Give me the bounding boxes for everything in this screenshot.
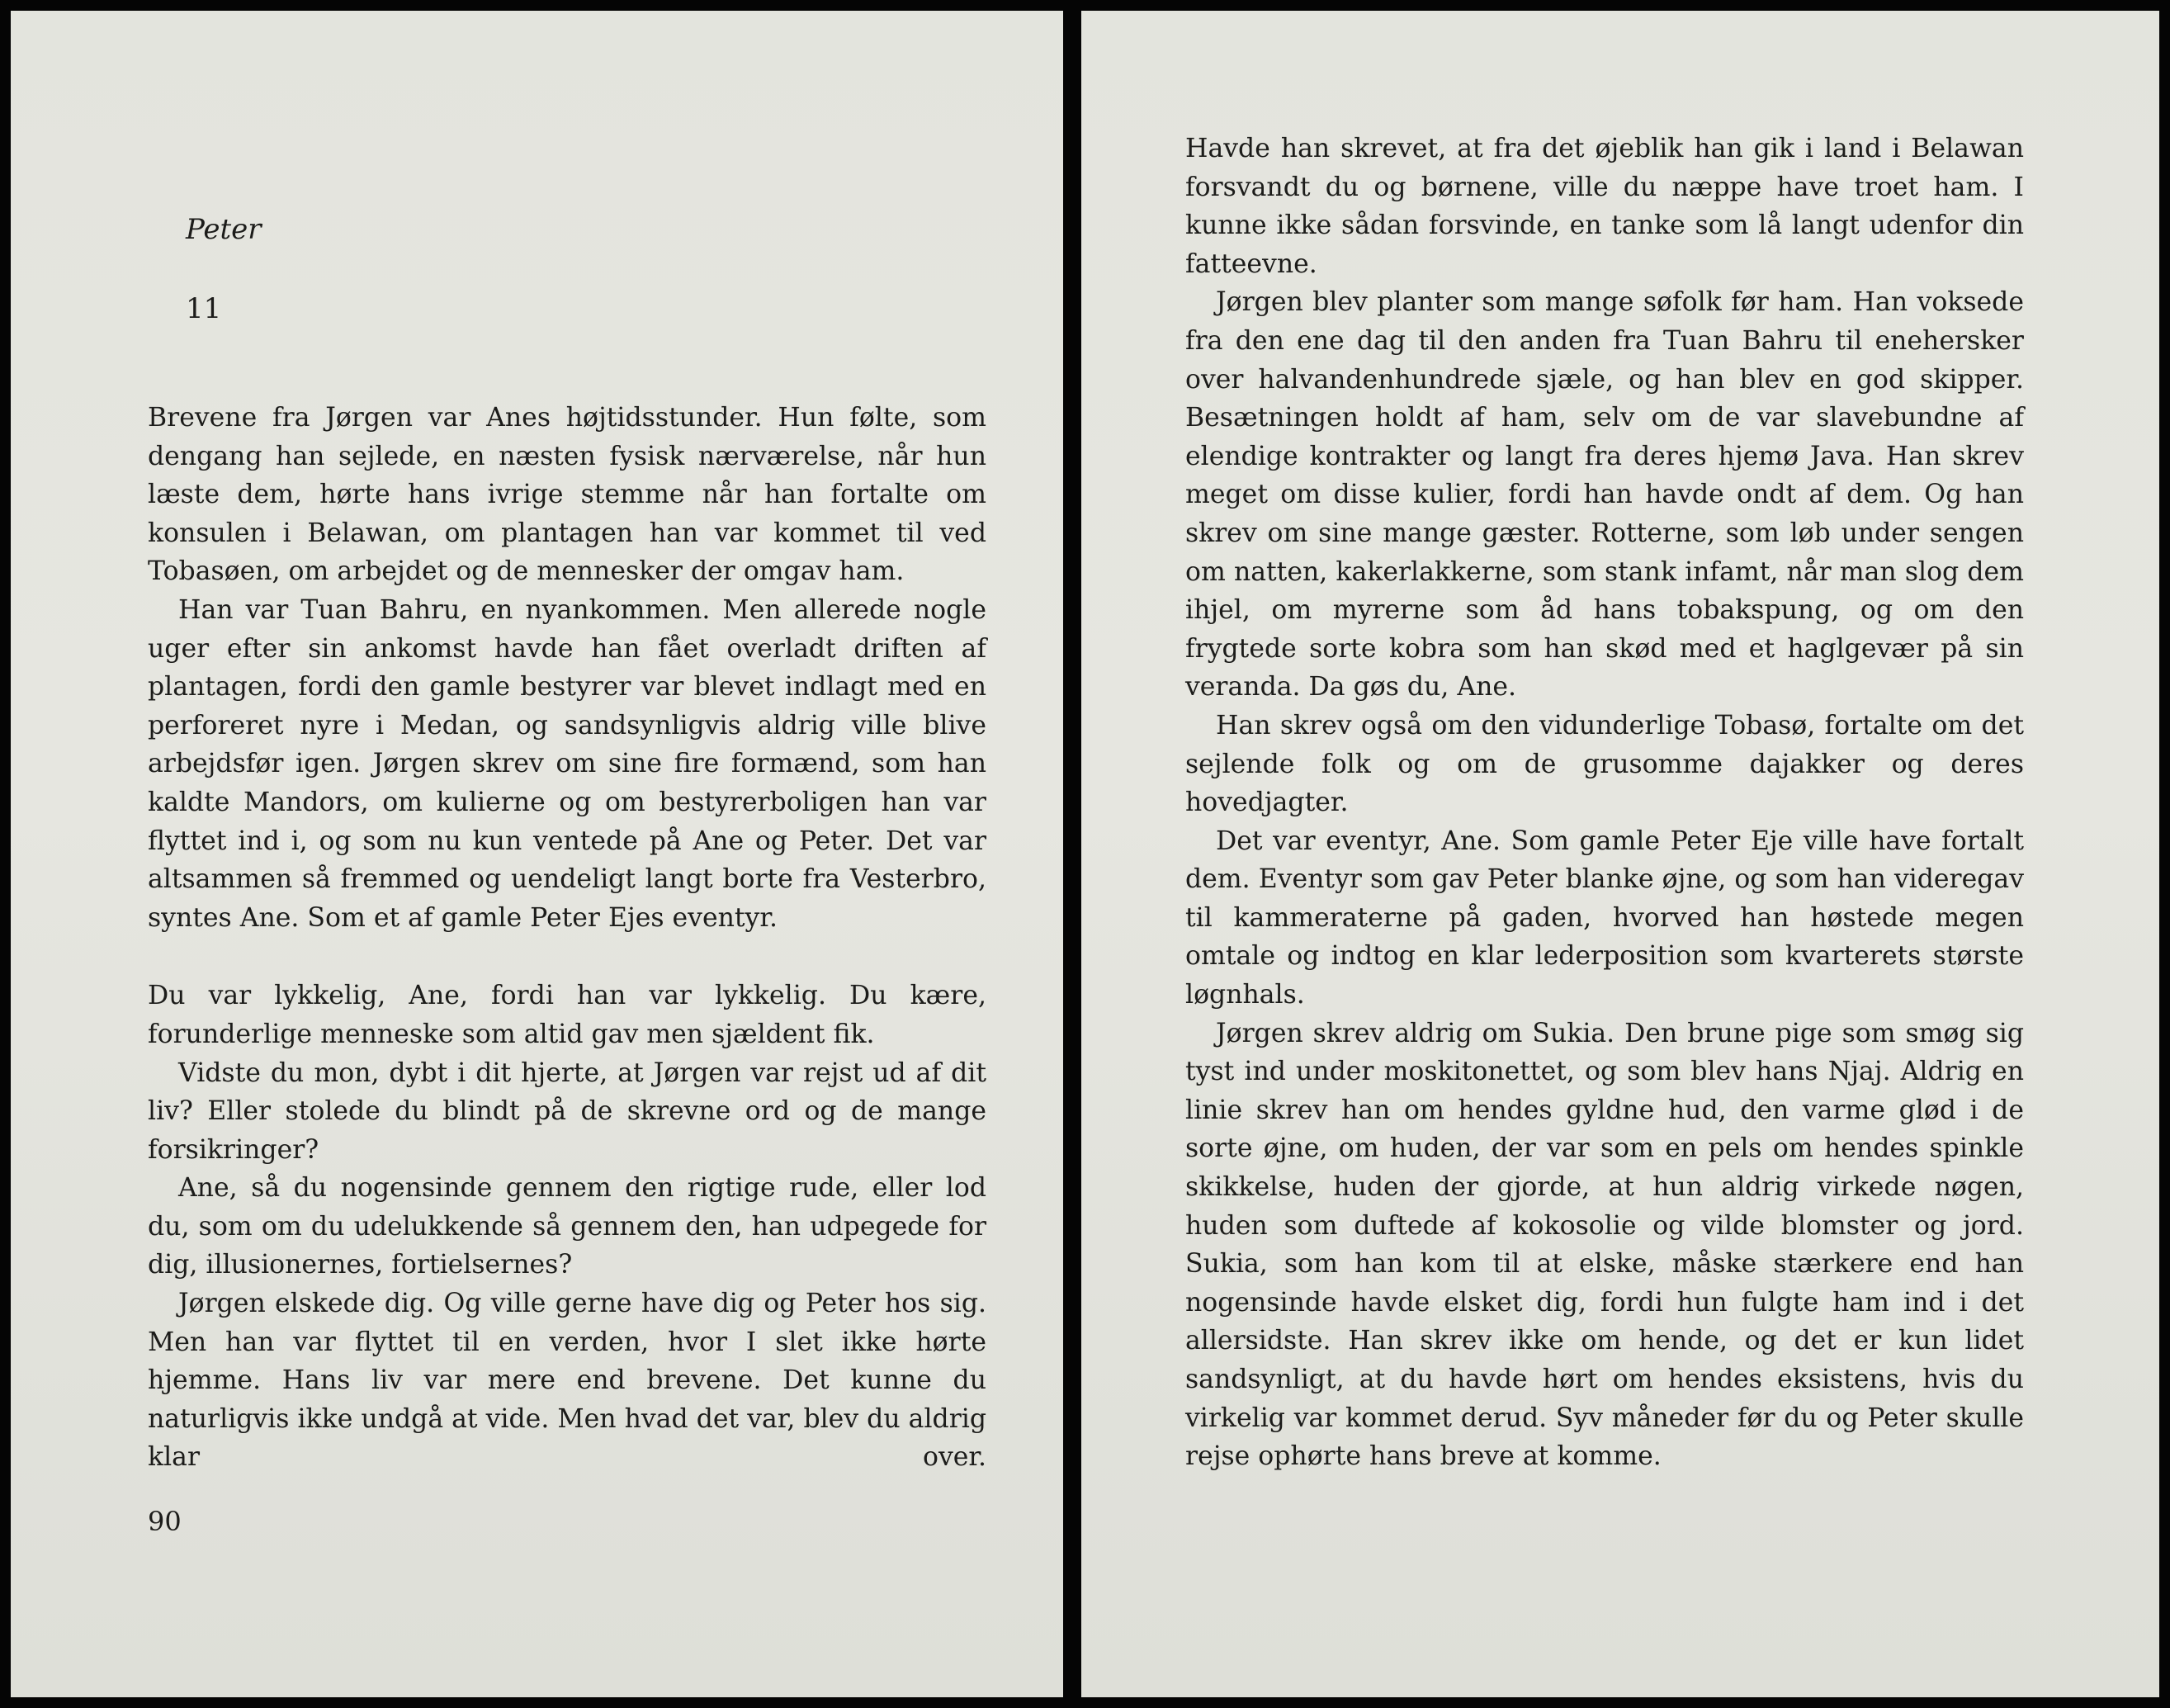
body-paragraph: Ane, så du nogensinde gennem den rigtige rude, eller lod du, som om du udelukkende så gennem den, han udpegede for dig, illusionernes, fortielsernes? (148, 1173, 986, 1280)
chapter-number: 11 (186, 292, 222, 325)
body-paragraph: Havde han skrevet, at fra det øjeblik han gik i land i Belawan forsvandt du og børnene, ville du næppe have troet ham. I kunne ikke sådan forsvinde, en tanke som lå langt udenfor din fatteevne. (1185, 134, 2024, 279)
page-number: 90 (148, 1506, 182, 1537)
body-paragraph: Jørgen blev planter som mange søfolk før ham. Han voksede fra den ene dag til den anden fra Tuan Bahru til enehersker over halvandenhundrede sjæle, og han blev en god skipper. Besætningen holdt af ham, selv om de var slavebundne af elendige kontrakter og langt fra deres hjemø Java. Han skrev meget om disse kulier, fordi han havde ondt af dem. Og han skrev om sine mange gæster. Rotterne, som løb under sengen om natten, kakerlakkerne, som stank infamt, når man slog dem ihjel, om myrerne som åd hans tobakspung, og om den frygtede sorte kobra som han skød med et haglgevær på sin veranda. Da gøs du, Ane. (1185, 287, 2024, 703)
body-paragraph: Jørgen skrev aldrig om Sukia. Den brune pige som smøg sig tyst ind under moskitonettet, og som blev hans Njaj. Aldrig en linie skrev han om hendes gyldne hud, den varme glød i de sorte øjne, om huden, der var som en pels om hendes spinkle skikkelse, huden der gjorde, at hun aldrig virkede nøgen, huden som duftede af kokosolie og vilde blomster og jord. Sukia, som han kom til at elske, måske stærkere end han nogensinde havde elsket dig, fordi hun fulgte ham ind i det allersidste. Han skrev ikke om hende, og det er kun lidet sandsynligt, at du havde hørt om hendes eksistens, hvis du virkelig var kommet derud. Syv måneder før du og Peter skulle rejse ophørte hans breve at komme. (1185, 1018, 2024, 1472)
body-paragraph: Brevene fra Jørgen var Anes højtidsstunder. Hun følte, som dengang han sejlede, en næsten fysisk nærværelse, når hun læste dem, hørte hans ivrige stemme når han fortalte om konsulen i Belawan, om plantagen han var kommet til ved Tobasøen, om arbejdet og de mennesker der omgav ham. (148, 403, 986, 587)
right-page (1081, 11, 2159, 1697)
body-paragraph: Han var Tuan Bahru, en nyankommen. Men allerede nogle uger efter sin ankomst havde han fået overladt driften af plantagen, fordi den gamle bestyrer var blevet indlagt med en perforeret nyre i Medan, og sandsynligvis aldrig ville blive arbejdsfør igen. Jørgen skrev om sine fire formænd, som han kaldte Mandors, om kulierne og om bestyrerboligen han var flyttet ind i, og som nu kun ventede på Ane og Peter. Det var altsammen så fremmed og uendeligt langt borte fra Vesterbro, syntes Ane. Som et af gamle Peter Ejes eventyr. (148, 594, 986, 933)
left-page (11, 11, 1063, 1697)
section-break (148, 937, 986, 977)
body-paragraph: Du var lykkelig, Ane, fordi han var lykkelig. Du kære, forunderlige menneske som altid gav men sjældent fik. (148, 981, 986, 1049)
right-body-text (1185, 130, 2024, 1476)
left-body-text (148, 399, 986, 1477)
body-paragraph: Vidste du mon, dybt i dit hjerte, at Jørgen var rejst ud af dit liv? Eller stolede du blindt på de skrevne ord og de mange forsikringer? (148, 1057, 986, 1165)
body-paragraph: Jørgen elskede dig. Og ville gerne have dig og Peter hos sig. Men han var flyttet til en verden, hvor I slet ikke hørte hjemme. Hans liv var mere end brevene. Det kunne du naturligvis ikke undgå at vide. Men hvad det var, blev du aldrig klar over. (148, 1289, 986, 1473)
body-paragraph: Det var eventyr, Ane. Som gamle Peter Eje ville have fortalt dem. Eventyr som gav Peter blanke øjne, og som han videregav til kammeraterne på gaden, hvorved han høstede megen omtale og indtog en klar lederposition som kvarterets største løgnhals. (1185, 826, 2024, 1010)
section-name: Peter (186, 213, 262, 246)
body-paragraph: Han skrev også om den vidunderlige Tobasø, fortalte om det sejlende folk og om de grusomme dajakker og deres hovedjagter. (1185, 710, 2024, 818)
